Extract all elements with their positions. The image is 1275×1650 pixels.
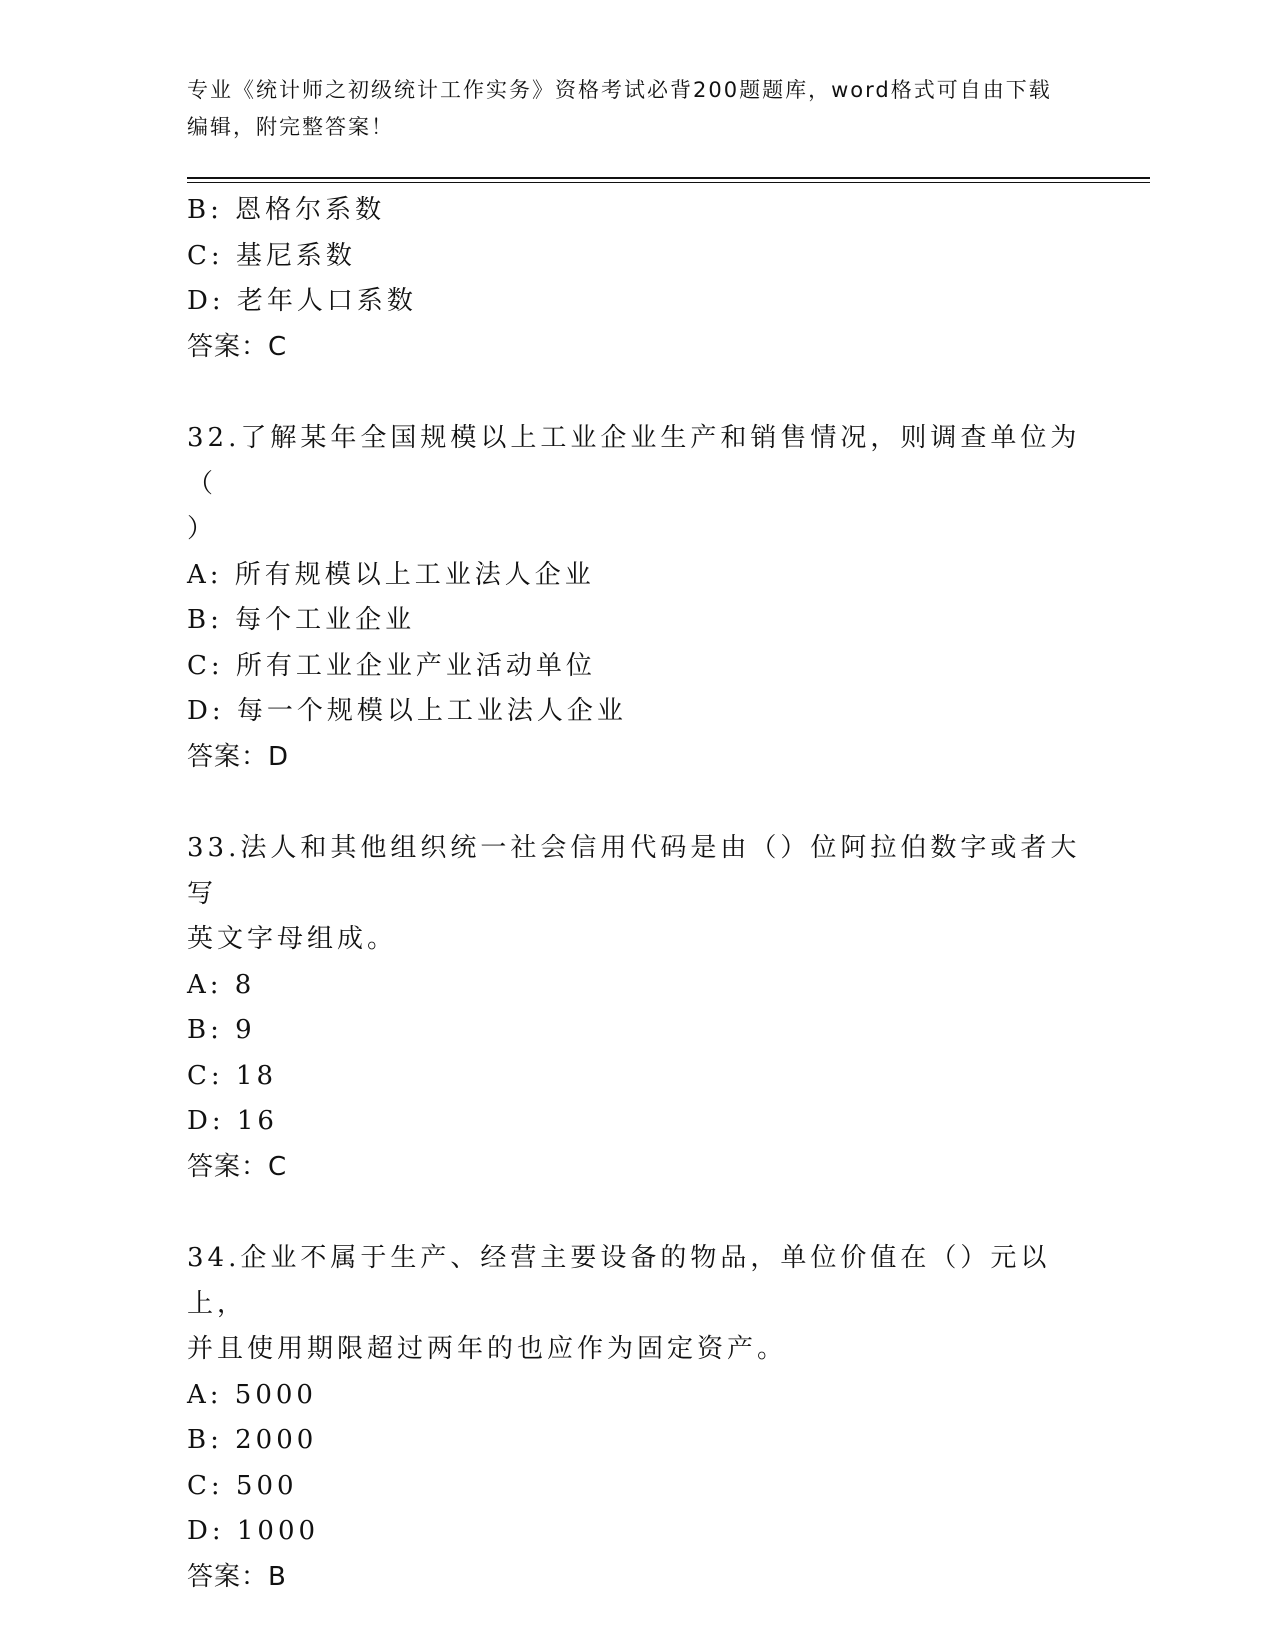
- option-a: A: 5000: [187, 1379, 317, 1410]
- question-33: [187, 826, 1087, 1190]
- spacer: [187, 1190, 1087, 1236]
- question-31-continued: [187, 188, 1087, 370]
- spacer: [187, 370, 1087, 416]
- header-divider-thick: [187, 177, 1150, 179]
- option-d: D: 16: [187, 1106, 278, 1136]
- option-b: B: 2000: [187, 1425, 318, 1455]
- option-c: C: 18: [187, 1060, 278, 1091]
- option-a: A: 所有规模以上工业法人企业: [187, 559, 595, 590]
- option-c: C: 500: [187, 1470, 298, 1501]
- answer-line: 答案：D: [187, 741, 290, 772]
- question-stem-line-1: 33.法人和其他组织统一社会信用代码是由（）位阿拉伯数字或者大写: [187, 833, 1081, 909]
- question-list: [187, 188, 1087, 1600]
- option-c: C: 所有工业企业产业活动单位: [187, 650, 596, 681]
- question-stem-line-2: 英文字母组成。: [187, 924, 398, 954]
- document-header: 专业《统计师之初级统计工作实务》资格考试必背200题题库，word格式可自由下载编辑，附完整答案！: [187, 78, 1052, 139]
- answer-line: 答案：C: [187, 1151, 288, 1182]
- question-stem-line-2: 并且使用期限超过两年的也应作为固定资产。: [187, 1334, 788, 1364]
- question-stem-line-1: 32.了解某年全国规模以上工业企业生产和销售情况，则调查单位为（: [187, 423, 1081, 499]
- question-stem-line-1: 34.企业不属于生产、经营主要设备的物品，单位价值在（）元以上，: [187, 1243, 1051, 1319]
- header-divider-thin: [187, 182, 1150, 183]
- question-32: [187, 416, 1087, 780]
- option-c: C: 基尼系数: [187, 240, 356, 271]
- option-d: D: 每一个规模以上工业法人企业: [187, 696, 627, 726]
- answer-line: 答案：B: [187, 1561, 287, 1592]
- answer-line: 答案：C: [187, 331, 288, 362]
- question-34: [187, 1236, 1087, 1600]
- option-b: B: 9: [187, 1015, 256, 1045]
- option-d: D: 1000: [187, 1516, 320, 1546]
- option-d: D: 老年人口系数: [187, 286, 417, 316]
- question-stem-line-2: ）: [187, 514, 218, 544]
- option-b: B: 恩格尔系数: [187, 195, 386, 225]
- spacer: [187, 780, 1087, 826]
- option-a: A: 8: [187, 969, 256, 1000]
- option-b: B: 每个工业企业: [187, 605, 416, 635]
